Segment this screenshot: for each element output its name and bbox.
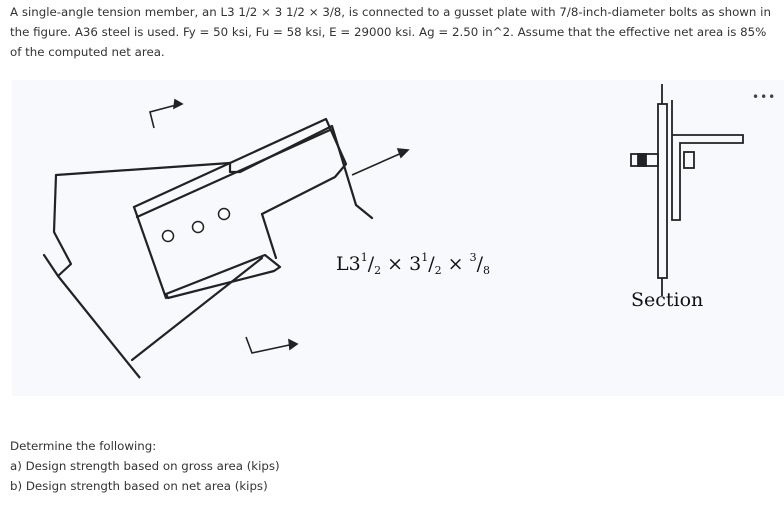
force-arrow — [352, 149, 408, 175]
bolt-hole — [163, 231, 174, 242]
gusset-plate-outline — [44, 126, 372, 276]
task-item-a: a) Design strength based on gross area (kips) — [10, 459, 280, 473]
section-cut-upper — [150, 100, 182, 128]
section-view — [631, 84, 743, 296]
angle-end-lower — [166, 255, 280, 298]
bolt-hole — [219, 209, 230, 220]
task-heading: Determine the following: — [10, 439, 157, 453]
bolt-hole — [193, 222, 204, 233]
section-cut-lower — [246, 337, 297, 353]
gusset-left-edge — [58, 276, 140, 378]
angle-size-label: $L3^1/_2 \times 3^1/_2 \times ^3/_8$ — [336, 251, 491, 277]
problem-statement: A single-angle tension member, an L3 1/2 × 3 1/2 × 3/8, is connected to a gusset plate with 7/8-inch-diameter bolts as shown in the figure. A36 steel is used. Fy = 50 ksi, Fu = 58 ksi, E = 29000 ksi. Ag = 2.50 in^2. Assume that the effective net area is 85% of the computed net area. — [10, 5, 771, 59]
connection-drawing — [12, 80, 784, 396]
ellipsis-icon[interactable]: ••• — [752, 90, 777, 104]
figure-panel — [12, 80, 784, 396]
task-list — [10, 436, 280, 496]
angle-heel — [262, 214, 276, 258]
task-item-b: b) Design strength based on net area (kips) — [10, 479, 268, 493]
section-label: Section — [631, 289, 704, 311]
gusset-plate-lower-edge — [132, 258, 262, 360]
angle-end-left — [134, 207, 166, 298]
angle-leg-edge — [137, 130, 330, 217]
